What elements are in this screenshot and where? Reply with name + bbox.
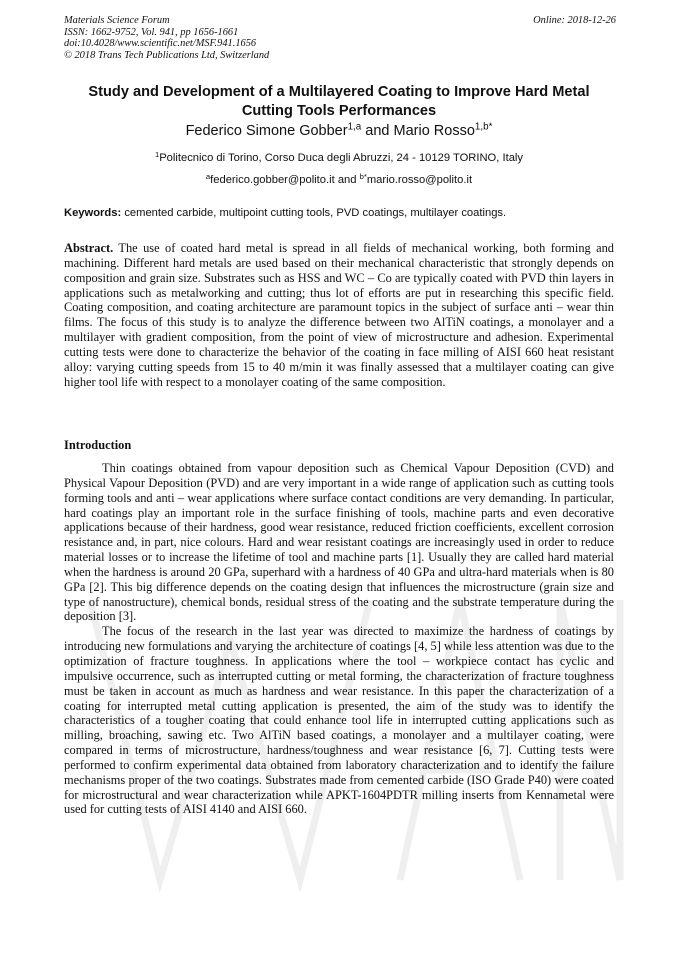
title-line-1: Study and Development of a Multilayered Coating to Improve Hard Metal — [88, 84, 590, 100]
abstract-text: The use of coated hard metal is spread in all fields of mechanical working, both forming and machining. Different hard metals are used based on their mechanical characteristic that strongly depends on composition and grain size. Substrates such as HSS and WC – Co are typically coated with PVD thin layers in applications such as metalworking and cutting; thus lot of efforts are put in researching this specific field. Coating composition, and coating architecture are paramount topics in the subject of surface anti – wear thin films. The focus of this study is to analyze the difference between two AlTiN coatings, a monolayer and a multilayer with gradient composition, from the point of view of microstructure and adhesion. Experimental cutting tests were done to characterize the behavior of the coating in face milling of AISI 660 heat resistant alloy: varying cutting speeds from 15 to 40 m/min it was finally assessed that a multilayer coating can give higher tool life with respect to a monolayer coating of the same composition. — [64, 241, 615, 389]
affiliation-text: Politecnico di Torino, Corso Duca degli Abruzzi, 24 - 10129 TORINO, Italy — [159, 152, 523, 164]
abstract-label: Abstract. — [64, 241, 114, 255]
author-2-marker: 1,b* — [474, 121, 493, 133]
abstract — [64, 241, 614, 389]
keywords — [64, 206, 624, 220]
email-b: mario.rosso@polito.it — [366, 174, 473, 186]
author-2: Mario Rosso — [393, 123, 475, 139]
paper-title — [40, 83, 638, 121]
keywords-text: cemented carbide, multipoint cutting tools, PVD coatings, multilayer coatings. — [124, 207, 507, 219]
journal-name: Materials Science Forum — [64, 15, 170, 26]
intro-paragraph-1: Thin coatings obtained from vapour deposition such as Chemical Vapour Deposition (CVD) and Physical Vapour Deposition (PVD) and are very important in a wide range of application such as cutting tools forming tools and anti – wear applications where surface contact conditions are very demanding. In particular, hard coatings play an important role in the surface finishing of tools, machine parts and even decorative applications because of their hardness, good wear resistance, reduced friction coefficients, excellent corrosion resistance and, in part, nice colours. Hard and wear resistant coatings are increasingly used in order to reduce material losses or to increase the lifetime of tool and machine parts [1]. Usually they are called hard material when the hardness is around 20 GPa, superhard with a hardness of 40 GPa and ultra-hard materials when is 80 GPa [2]. This big difference depends on the coating design that influences the microstructure (grain size and type of nanostructure), chemical bonds, residual stress of the coating and the substrate temperature during the deposition [3]. — [64, 461, 614, 624]
issn-line: ISSN: 1662-9752, Vol. 941, pp 1656-1661 — [64, 26, 239, 38]
author-conjunction: and — [365, 123, 390, 139]
introduction-body — [64, 461, 614, 817]
author-1: Federico Simone Gobber — [185, 123, 348, 139]
doi-line: doi:10.4028/www.scientific.net/MSF.941.1656 — [64, 38, 257, 50]
affiliation — [40, 151, 638, 165]
title-line-2: Cutting Tools Performances — [241, 103, 437, 119]
section-heading-introduction: Introduction — [64, 438, 132, 452]
email-a-marker: a — [205, 171, 211, 181]
affiliation-marker: 1 — [154, 149, 160, 159]
keywords-label: Keywords: — [64, 207, 122, 219]
intro-paragraph-2: The focus of the research in the last year was directed to maximize the hardness of coatings by introducing new formulations and varying the architecture of coatings [4, 5] while less attention was due to the optimization of fracture toughness. In applications where the tool – workpiece contact has cyclic and impulsive occurrence, such as interrupted cutting or metal forming, the characterization of fracture toughness must be taken in account as much as hardness and wear resistance. In this paper the characterization of a coating for interrupted metal cutting application is presented, the aim of the study was to identify the characteristics of a tougher coating that could enhance tool life in interrupted cutting applications such as milling, broaching, sawing etc. Two AlTiN based coatings, a monolayer and a multilayer coating, were compared in terms of microstructure, hardness/toughness and wear resistance [6, 7]. Cutting tests were performed to confirm experimental data obtained from laboratory characterization and to identify the failure mechanisms proper of the two coatings. Substrates made from cemented carbide (ISO Grade P40) were coated for microstructural and wear characterization while APKT-1604PDTR milling inserts from Kennametal were used for cutting tests of AISI 4140 and AISI 660. — [64, 624, 614, 817]
journal-header — [64, 15, 616, 61]
author-line — [40, 122, 638, 140]
copyright-line: © 2018 Trans Tech Publications Ltd, Switzerland — [64, 49, 270, 61]
online-date: Online: 2018-12-26 — [533, 15, 616, 26]
email-conjunction: and — [337, 174, 357, 186]
email-a: federico.gobber@polito.it — [210, 174, 335, 186]
email-b-marker: b* — [359, 171, 367, 181]
author-1-marker: 1,a — [347, 121, 362, 133]
email-line — [40, 173, 638, 187]
